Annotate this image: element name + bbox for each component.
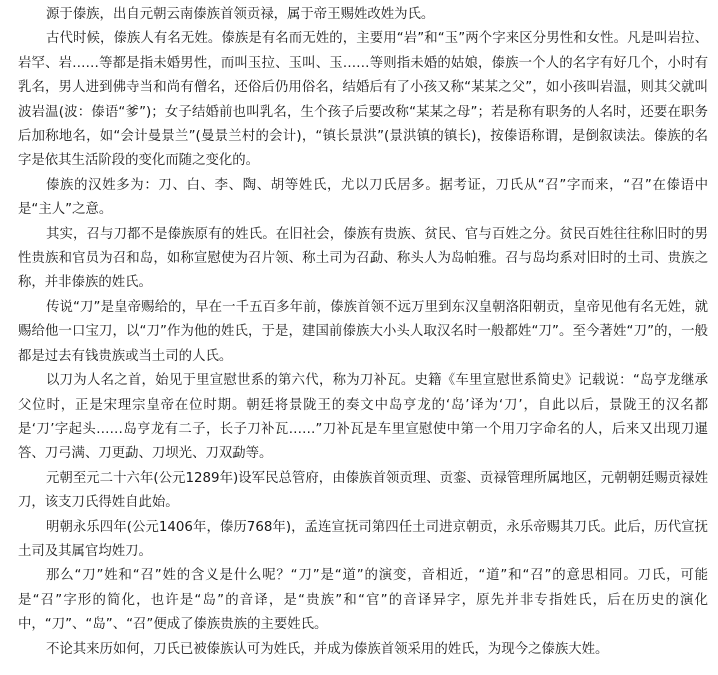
paragraph-zhao-dao: 其实，召与刀都不是傣族原有的姓氏。在旧社会，傣族有贵族、贫民、官与百姓之分。贫民百姓往往称旧时的男性贵族和官员为召和岛，如称宣慰使为召片领、称土司为召勐、称头人为岛帕雅。召与岛均系对旧时的土司、贵族之称，并非傣族的姓氏。 xyxy=(18,226,708,291)
paragraph-legend: 传说“刀”是皇帝赐给的，早在一千五百多年前，傣族首领不远万里到东汉皇朝洛阳朝贡，皇帝见他有名无姓，就赐给他一口宝刀，以“刀”作为他的姓氏，于是，建国前傣族大小头人取汉名时一般都姓“刀”。至今著姓“刀”的，一般都是过去有钱贵族或当土司的人氏。 xyxy=(18,299,708,364)
paragraph-ming-dynasty: 明朝永乐四年(公元1406年，傣历768年)，孟连宣抚司第四任土司进京朝贡，永乐帝赐其刀氏。此后，历代宣抚土司及其属官均姓刀。 xyxy=(18,519,708,559)
paragraph-meaning: 那么“刀”姓和“召”姓的含义是什么呢？“刀”是“道”的演变，音相近，“道”和“召”的意思相同。刀氏，可能是“召”字形的简化，也许是“岛”的音译，是“贵族”和“官”的音译异字，原先并非专指姓氏，后在历史的演化中，“刀”、“岛”、“召”便成了傣族贵族的主要姓氏。 xyxy=(18,568,708,633)
paragraph-history-record: 以刀为人名之首，始见于里宣慰世系的第六代，称为刀补瓦。史籍《车里宣慰世系简史》记载说：“岛亨龙继承父位时，正是宋理宗皇帝在位时期。朝廷将景陇王的奏文中岛亨龙的‘岛’译为‘刀’，自此以后，景陇王的汉名都是‘刀’字起头……岛亨龙有二子，长子刀补瓦……”刀补瓦是车里宣慰使中第一个用刀字命名的人，后来又出现刀暹答、刀弓满、刀更勐、刀坝光、刀双勐等。 xyxy=(18,373,708,462)
paragraph-naming-customs: 古代时候，傣族人有名无姓。傣族是有名而无姓的，主要用“岩”和“玉”两个字来区分男性和女性。凡是叫岩拉、岩罕、岩……等都是指未婚男性，而叫玉拉、玉叫、玉……等则指未婚的姑娘，傣族一个人的名字有好几个，小时有乳名，男人进到佛寺当和尚有僧名，还俗后仍用俗名，结婚后有了小孩又称“某某之父”，如小孩叫岩温，则其父就叫波岩温(波：傣语“爹”)；女子结婚前也叫乳名，生个孩子后要改称“某某之母”；若是称有职务的人名时，还要在职务后加称地名，如“会计曼景兰”(曼景兰村的会计)，“镇长景洪”(景洪镇的镇长)，按傣语称谓，是倒叙读法。傣族的名字是依其生活阶段的变化而随之变化的。 xyxy=(18,31,708,169)
paragraph-origin: 源于傣族，出自元朝云南傣族首领贡禄，属于帝王赐姓改姓为氏。 xyxy=(46,7,435,22)
paragraph-han-surnames: 傣族的汉姓多为：刀、白、李、陶、胡等姓氏，尤以刀氏居多。据考证，刀氏从“召”字而来，“召”在傣语中是“主人”之意。 xyxy=(18,177,708,218)
paragraph-conclusion: 不论其来历如何，刀氏已被傣族认可为姓氏，并成为傣族首领采用的姓氏，为现今之傣族大姓。 xyxy=(46,641,609,657)
paragraph-yuan-dynasty: 元朝至元二十六年(公元1289年)设军民总管府，由傣族首领贡理、贡銮、贡禄管理所属地区，元朝朝廷赐贡禄姓刀，该支刀氏得姓自此始。 xyxy=(18,470,708,511)
